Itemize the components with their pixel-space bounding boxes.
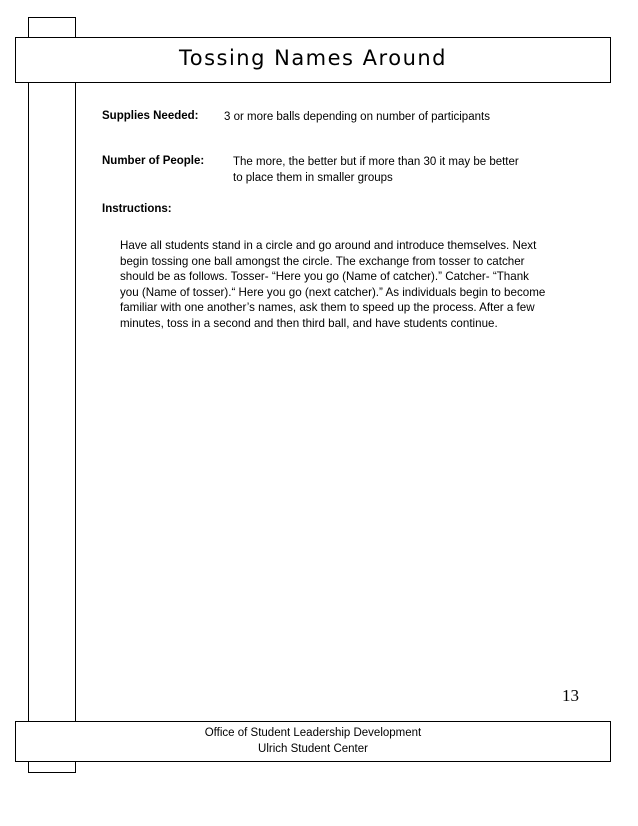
instructions-line: Have all students stand in a circle and go around and introduce themselves. Next bbox=[120, 239, 537, 252]
instructions-line: should be as follows. Tosser- “Here you go (Name of catcher).” Catcher- “Thank bbox=[120, 270, 529, 283]
people-line: The more, the better but if more than 30 it may be better bbox=[233, 156, 519, 168]
left-margin-rail bbox=[28, 82, 76, 722]
people-value bbox=[233, 154, 519, 186]
instructions-line: familiar with one another’s names, ask them to speed up the process. After a few bbox=[120, 301, 535, 314]
left-margin-tab-top bbox=[28, 17, 76, 39]
title-box bbox=[15, 37, 611, 83]
instructions-label: Instructions: bbox=[102, 203, 172, 215]
footer-box bbox=[15, 721, 611, 762]
supplies-value: 3 or more balls depending on number of participants bbox=[224, 111, 490, 123]
instructions-body bbox=[120, 238, 592, 331]
instructions-line: you (Name of tosser).“ Here you go (next catcher).” As individuals begin to become bbox=[120, 285, 546, 299]
page-number: 13 bbox=[562, 686, 579, 705]
people-line: to place them in smaller groups bbox=[233, 172, 393, 184]
instructions-line: begin tossing one ball amongst the circle. The exchange from tosser to catcher bbox=[120, 254, 525, 268]
page-title: Tossing Names Around bbox=[178, 46, 448, 70]
supplies-label: Supplies Needed: bbox=[102, 110, 199, 122]
footer-office: Office of Student Leadership Development bbox=[204, 727, 422, 739]
instructions-line: minutes, toss in a second and then third ball, and have students continue. bbox=[120, 316, 498, 330]
people-label: Number of People: bbox=[102, 155, 205, 167]
footer-location: Ulrich Student Center bbox=[258, 743, 368, 755]
